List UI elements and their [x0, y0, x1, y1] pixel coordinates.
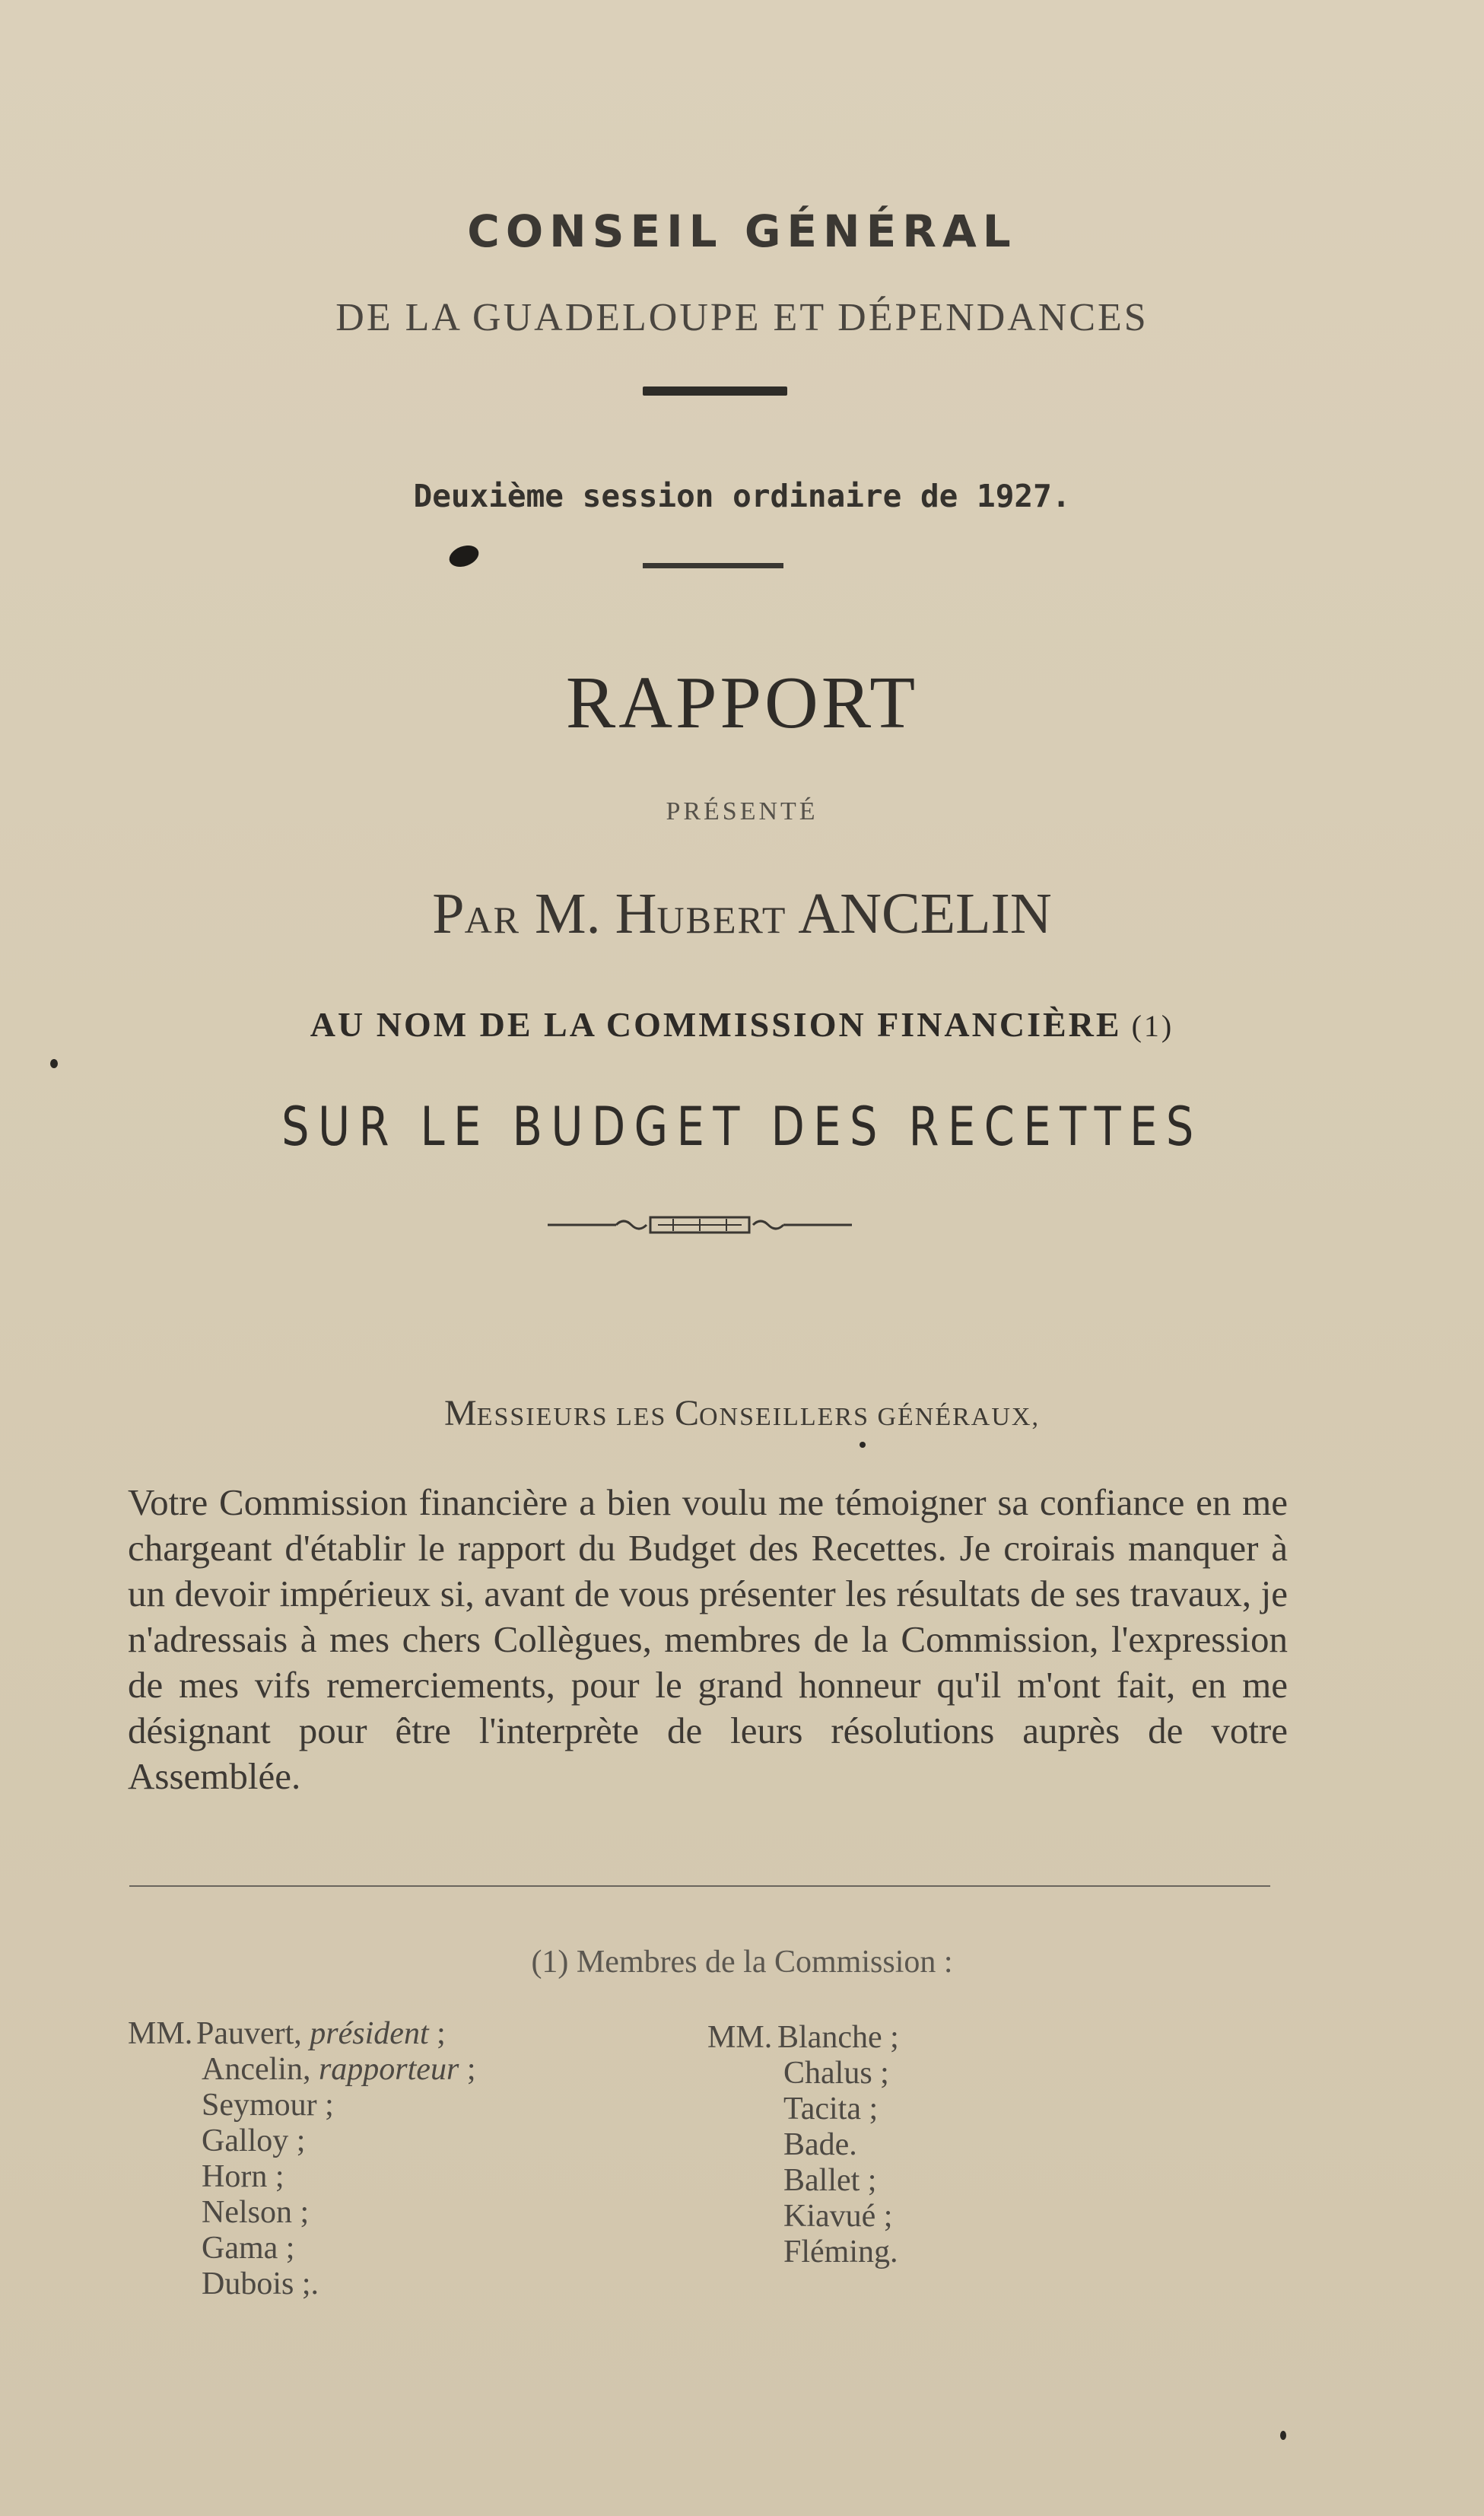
mm-prefix: MM. — [707, 2020, 773, 2055]
author-p: P — [432, 882, 465, 946]
member-row — [707, 2020, 899, 2056]
member-name: Ancelin, — [202, 2052, 319, 2087]
author-surname: ANCELIN — [786, 882, 1052, 946]
ink-speck — [860, 1442, 866, 1448]
member-name: Pauvert, — [196, 2016, 310, 2051]
author-line — [0, 881, 1484, 947]
body-paragraph: Votre Commission financière a bien voulu me témoigner sa confiance en me chargeant d'établir le rapport du Budget des Recettes. Je croirais manquer à un devoir impérieux si, avant de vous présenter les résultats de ses travaux, je n'adressais à mes chers Collègues, membres de la Commission, l'expression de mes vifs remerciements, pour le grand honneur qu'il m'ont fait, en me désignant pour être l'interprète de leurs résolutions auprès de votre Assemblée. — [128, 1481, 1288, 1797]
member-row: Gama ; — [202, 2231, 295, 2266]
footnote-rule — [129, 1885, 1270, 1887]
member-row: Chalus ; — [783, 2056, 889, 2091]
footnote-ref: (1) — [1121, 1009, 1174, 1043]
salutation-m: M — [444, 1393, 477, 1433]
commission-text: AU NOM DE LA COMMISSION FINANCIÈRE — [310, 1005, 1122, 1044]
member-row — [128, 2052, 475, 2088]
member-row: Fléming. — [783, 2235, 898, 2269]
budget-subject: SUR LE BUDGET DES RECETTES — [281, 1096, 1203, 1158]
separator-rule-thin — [643, 563, 783, 568]
member-row: Kiavué ; — [783, 2199, 893, 2234]
member-row: Galloy ; — [202, 2123, 306, 2158]
separator-rule — [643, 386, 787, 396]
member-row: Ballet ; — [783, 2163, 877, 2198]
ink-speck — [50, 1059, 58, 1068]
member-role: président — [310, 2016, 429, 2051]
author-m: M. — [520, 882, 615, 946]
member-row: Tacita ; — [783, 2091, 879, 2126]
member-row: Horn ; — [202, 2159, 284, 2194]
member-row — [128, 2016, 475, 2052]
presented-label: PRÉSENTÉ — [666, 797, 818, 825]
member-end: ; — [459, 2052, 476, 2087]
members-column-1 — [128, 2016, 475, 2302]
mm-prefix: MM. — [128, 2016, 193, 2051]
salutation-onseillers: ONSEILLERS GÉNÉRAUX, — [698, 1403, 1040, 1431]
footnote-title: (1) Membres de la Commission : — [531, 1945, 953, 1980]
conseil-heading: CONSEIL GÉNÉRAL — [467, 205, 1017, 257]
report-title: RAPPORT — [565, 662, 919, 744]
member-row: Dubois ;. — [202, 2266, 319, 2301]
salutation-essieurs: ESSIEURS LES — [476, 1403, 675, 1431]
ink-blot — [446, 542, 481, 571]
session-line: Deuxième session ordinaire de 1927. — [413, 478, 1071, 514]
commission-line — [0, 1004, 1484, 1045]
member-row: Nelson ; — [202, 2195, 310, 2230]
salutation-c: C — [674, 1393, 699, 1433]
salutation — [0, 1392, 1484, 1434]
author-ar: AR — [464, 899, 521, 941]
members-column-2 — [707, 2020, 899, 2270]
member-role: rapporteur — [318, 2052, 459, 2087]
member-end: ; — [428, 2016, 446, 2051]
ornament-divider — [548, 1210, 852, 1240]
author-h: H — [615, 882, 657, 946]
author-ubert: UBERT — [656, 899, 787, 941]
member-row: Seymour ; — [202, 2088, 334, 2123]
guadeloupe-heading: DE LA GUADELOUPE ET DÉPENDANCES — [335, 296, 1149, 339]
member-name: Blanche ; — [777, 2020, 899, 2055]
ink-speck — [1280, 2431, 1286, 2440]
member-row: Bade. — [783, 2127, 857, 2162]
